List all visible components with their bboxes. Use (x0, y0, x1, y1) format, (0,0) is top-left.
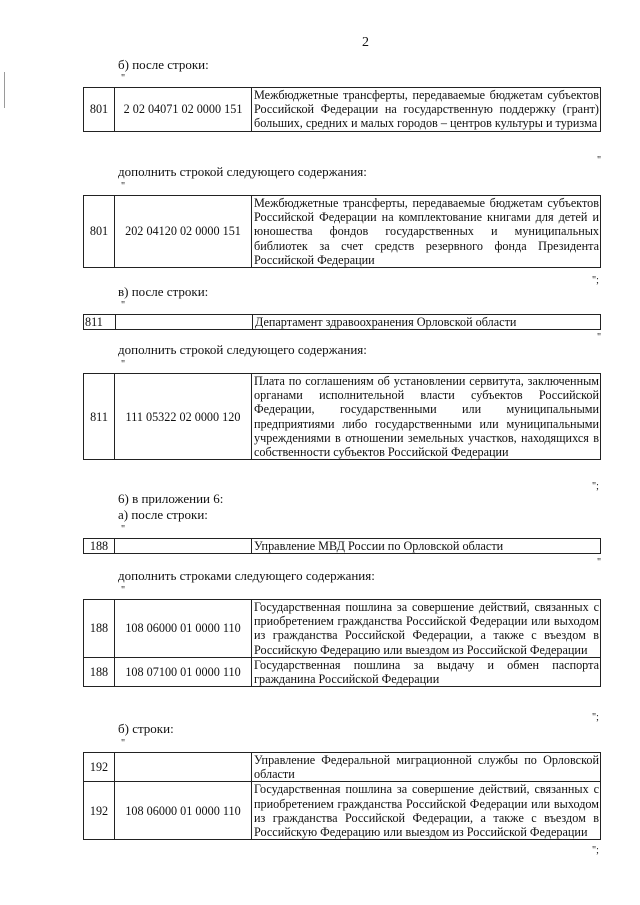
page-number: 2 (362, 35, 369, 50)
description-cell: Управление МВД России по Орловской области (252, 539, 601, 554)
closing-quote: " (597, 155, 602, 166)
table-row (84, 782, 601, 840)
table-row (84, 753, 601, 782)
table-row (84, 315, 601, 330)
kbk-code-cell (115, 539, 252, 554)
admin-code-cell: 188 (84, 539, 115, 554)
kbk-code-cell (116, 315, 253, 330)
closing-quote: "; (592, 845, 599, 856)
closing-quote: "; (592, 481, 599, 492)
section-intro: б) после строки: (118, 57, 209, 72)
amendment-table (83, 599, 601, 687)
admin-code-cell: 811 (84, 315, 116, 330)
admin-code-cell: 801 (84, 196, 115, 268)
amendment-table (83, 195, 601, 268)
section-intro: дополнить строками следующего содержания: (118, 568, 375, 583)
admin-code-cell: 192 (84, 782, 115, 840)
amendment-table (83, 87, 601, 132)
admin-code-cell: 192 (84, 753, 115, 782)
amendment-table (83, 314, 601, 330)
section-intro: дополнить строкой следующего содержания: (118, 342, 367, 357)
table-row (84, 539, 601, 554)
description-cell: Департамент здравоохранения Орловской области (253, 315, 601, 330)
section-intro: 6) в приложении 6: (118, 491, 224, 506)
description-cell: Управление Федеральной миграционной службы по Орловской области (252, 753, 601, 782)
kbk-code-cell (115, 753, 252, 782)
kbk-code-cell: 202 04120 02 0000 151 (115, 196, 252, 268)
closing-quote: " (597, 557, 602, 568)
amendment-table (83, 373, 601, 460)
amendment-table (83, 752, 601, 840)
description-cell: Плата по соглашениям об установлении сервитута, заключенным органами исполнительной власти субъектов Российской Федерации, государственными или муниципальными предприятиями либо государственными или муниципальными учреждениями в отношении земельных участков, находящихся в собственности субъектов Российской Федерации (252, 374, 601, 460)
section-intro: дополнить строкой следующего содержания: (118, 164, 367, 179)
description-cell: Государственная пошлина за выдачу и обмен паспорта гражданина Российской Федерации (252, 657, 601, 686)
description-cell: Межбюджетные трансферты, передаваемые бюджетам субъектов Российской Федерации на комплектование книгами для детей и юношества фондов государственных и муниципальных библиотек за счет средств резервного фонда Президента Российской Федерации (252, 196, 601, 268)
table-row (84, 196, 601, 268)
closing-quote: "; (592, 275, 599, 286)
description-cell: Межбюджетные трансферты, передаваемые бюджетам субъектов Российской Федерации на государственную поддержку (грант) больших, средних и малых городов – центров культуры и туризма (252, 88, 601, 132)
scan-margin-line (4, 72, 5, 108)
amendment-table (83, 538, 601, 554)
description-cell: Государственная пошлина за совершение действий, связанных с приобретением гражданства Российской Федерации или выходом из гражданства Российской Федерации, а также с въездом в Российскую Федерацию или выездом из Российской Федерации (252, 600, 601, 658)
table-row (84, 374, 601, 460)
table-row (84, 88, 601, 132)
kbk-code-cell: 108 06000 01 0000 110 (115, 782, 252, 840)
section-intro: в) после строки: (118, 284, 209, 299)
closing-quote: " (597, 332, 602, 343)
admin-code-cell: 188 (84, 600, 115, 658)
opening-quote: " (121, 73, 126, 84)
opening-quote: " (121, 300, 126, 311)
table-row (84, 600, 601, 658)
kbk-code-cell: 111 05322 02 0000 120 (115, 374, 252, 460)
admin-code-cell: 811 (84, 374, 115, 460)
admin-code-cell: 801 (84, 88, 115, 132)
admin-code-cell: 188 (84, 657, 115, 686)
section-intro: а) после строки: (118, 507, 208, 522)
table-row (84, 657, 601, 686)
description-cell: Государственная пошлина за совершение действий, связанных с приобретением гражданства Российской Федерации или выходом из гражданства Российской Федерации, а также с въездом в Российскую Федерацию или выездом из Российской Федерации (252, 782, 601, 840)
kbk-code-cell: 2 02 04071 02 0000 151 (115, 88, 252, 132)
opening-quote: " (121, 738, 126, 749)
kbk-code-cell: 108 07100 01 0000 110 (115, 657, 252, 686)
opening-quote: " (121, 359, 126, 370)
opening-quote: " (121, 524, 126, 535)
closing-quote: "; (592, 712, 599, 723)
section-intro: б) строки: (118, 721, 174, 736)
kbk-code-cell: 108 06000 01 0000 110 (115, 600, 252, 658)
opening-quote: " (121, 585, 126, 596)
opening-quote: " (121, 181, 126, 192)
